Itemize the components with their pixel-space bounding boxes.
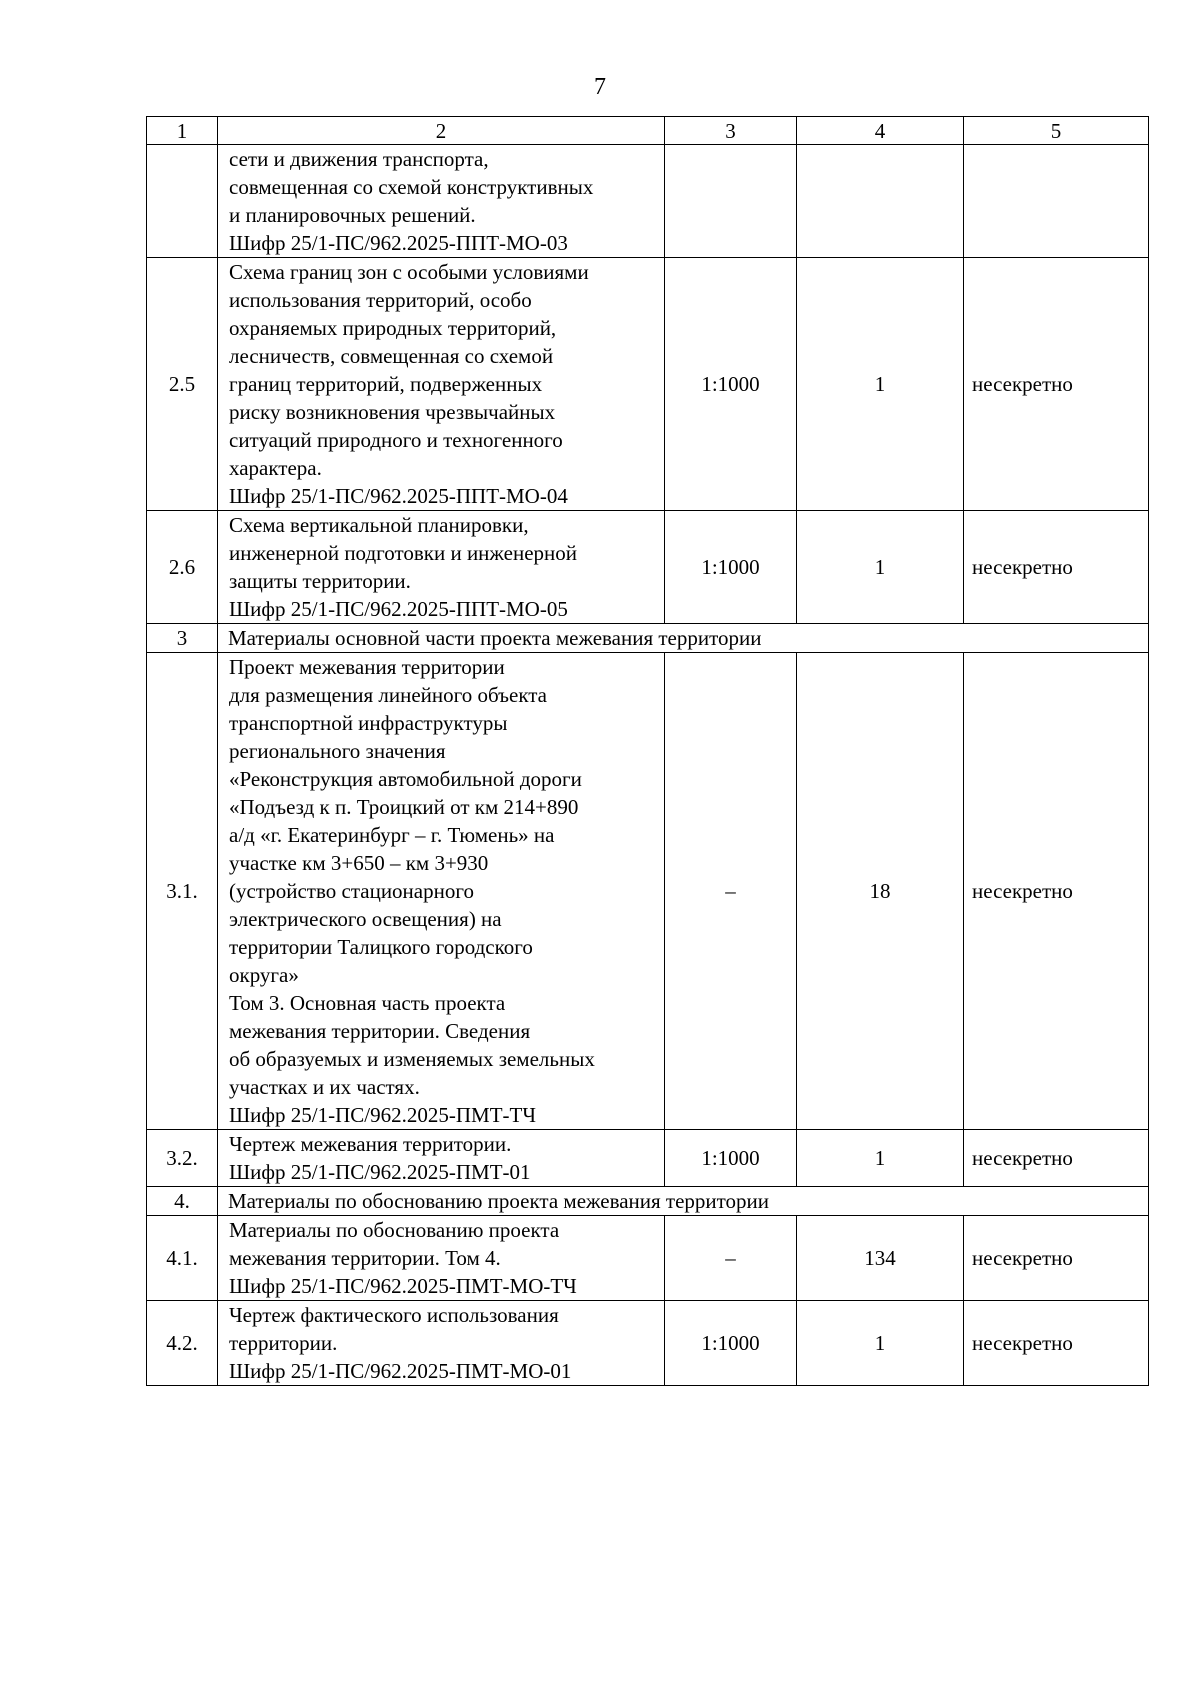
table-row [147,1216,1149,1301]
description-line: участке км 3+650 – км 3+930 [229,851,489,875]
description-line: Чертеж фактического использования [229,1303,559,1327]
table-row [147,258,1149,511]
item-number [147,145,218,258]
description-line: Шифр 25/1-ПС/962.2025-ПМТ-МО-ТЧ [229,1274,577,1298]
description-line: «Реконструкция автомобильной дороги [229,767,582,791]
item-secrecy: несекретно [964,1301,1149,1386]
description-line: Схема вертикальной планировки, [229,513,529,537]
item-number: 4.2. [147,1301,218,1386]
item-sheets: 1 [797,1301,964,1386]
item-description [218,258,665,511]
item-description [218,511,665,624]
item-sheets [797,145,964,258]
description-line: охраняемых природных территорий, [229,316,557,340]
description-line: инженерной подготовки и инженерной [229,541,578,565]
description-line: территории. [229,1331,338,1355]
section-title: Материалы основной части проекта межевания территории [218,624,1149,653]
item-secrecy: несекретно [964,258,1149,511]
table-row [147,653,1149,1130]
description-line: границ территорий, подверженных [229,372,543,396]
description-line: Чертеж межевания территории. [229,1132,512,1156]
description-line: транспортной инфраструктуры [229,711,508,735]
item-secrecy: несекретно [964,511,1149,624]
item-secrecy: несекретно [964,1216,1149,1301]
description-line: Проект межевания территории [229,655,505,679]
header-cell-3: 3 [665,117,797,145]
item-secrecy: несекретно [964,1130,1149,1187]
item-description [218,145,665,258]
table-row [147,1130,1149,1187]
description-line: Том 3. Основная часть проекта [229,991,506,1015]
description-line: Схема границ зон с особыми условиями [229,260,589,284]
item-description [218,653,665,1130]
item-scale [665,145,797,258]
description-line: совмещенная со схемой конструктивных [229,175,594,199]
description-line: участках и их частях. [229,1075,420,1099]
item-number: 3.1. [147,653,218,1130]
section-title: Материалы по обоснованию проекта межевания территории [218,1187,1149,1216]
section-row [147,1187,1149,1216]
description-line: «Подъезд к п. Троицкий от км 214+890 [229,795,579,819]
section-row [147,624,1149,653]
documents-table [146,116,1149,1386]
description-line: (устройство стационарного [229,879,474,903]
header-cell-4: 4 [797,117,964,145]
description-line: об образуемых и изменяемых земельных [229,1047,595,1071]
item-description [218,1130,665,1187]
item-scale: 1:1000 [665,511,797,624]
item-scale: – [665,1216,797,1301]
section-number: 3 [147,624,218,653]
table-header-row [147,117,1149,145]
item-scale: 1:1000 [665,1130,797,1187]
section-number: 4. [147,1187,218,1216]
description-line: регионального значения [229,739,446,763]
description-line: защиты территории. [229,569,411,593]
item-number: 3.2. [147,1130,218,1187]
table-row [147,145,1149,258]
description-line: Материалы по обоснованию проекта [229,1218,560,1242]
header-cell-1: 1 [147,117,218,145]
description-line: ситуаций природного и техногенного [229,428,563,452]
item-scale: – [665,653,797,1130]
item-number: 4.1. [147,1216,218,1301]
description-line: Шифр 25/1-ПС/962.2025-ППТ-МО-03 [229,231,568,255]
item-description [218,1301,665,1386]
description-line: и планировочных решений. [229,203,476,227]
description-line: сети и движения транспорта, [229,147,489,171]
description-line: Шифр 25/1-ПС/962.2025-ППТ-МО-05 [229,597,568,621]
description-line: Шифр 25/1-ПС/962.2025-ПМТ-МО-01 [229,1359,572,1383]
description-line: Шифр 25/1-ПС/962.2025-ПМТ-01 [229,1160,531,1184]
description-line: округа» [229,963,299,987]
table-row [147,1301,1149,1386]
table-row [147,511,1149,624]
item-secrecy [964,145,1149,258]
item-sheets: 134 [797,1216,964,1301]
item-sheets: 18 [797,653,964,1130]
description-line: Шифр 25/1-ПС/962.2025-ППТ-МО-04 [229,484,568,508]
item-number: 2.5 [147,258,218,511]
description-line: характера. [229,456,322,480]
description-line: а/д «г. Екатеринбург – г. Тюмень» на [229,823,555,847]
header-cell-2: 2 [218,117,665,145]
table-body [147,117,1149,1386]
description-line: риску возникновения чрезвычайных [229,400,556,424]
item-secrecy: несекретно [964,653,1149,1130]
description-line: территории Талицкого городского [229,935,533,959]
item-sheets: 1 [797,258,964,511]
item-sheets: 1 [797,511,964,624]
description-line: межевания территории. Том 4. [229,1246,501,1270]
description-line: использования территорий, особо [229,288,532,312]
page-number: 7 [594,74,606,100]
item-description [218,1216,665,1301]
header-cell-5: 5 [964,117,1149,145]
item-number: 2.6 [147,511,218,624]
item-sheets: 1 [797,1130,964,1187]
description-line: электрического освещения) на [229,907,502,931]
description-line: межевания территории. Сведения [229,1019,531,1043]
description-line: лесничеств, совмещенная со схемой [229,344,554,368]
item-scale: 1:1000 [665,258,797,511]
description-line: для размещения линейного объекта [229,683,547,707]
item-scale: 1:1000 [665,1301,797,1386]
description-line: Шифр 25/1-ПС/962.2025-ПМТ-ТЧ [229,1103,536,1127]
